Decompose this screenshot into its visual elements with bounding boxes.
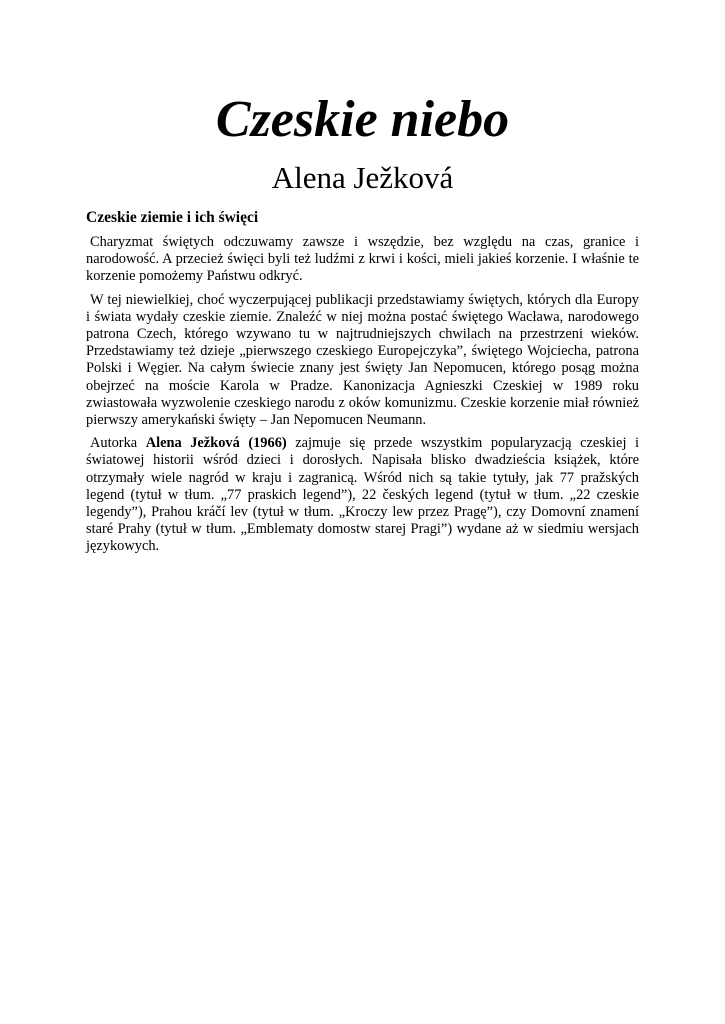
author-bio-name: Alena Ježková (1966) xyxy=(145,435,287,452)
paragraph-intro: Charyzmat świętych odczuwamy zawsze i wszędzie, bez względu na czas, granice i narodowość. A przecież święci byli też ludźmi z krwi i kości, mieli jakieś korzenie. I właśnie te korzenie pomożemy Państwu odkryć. xyxy=(86,234,639,285)
author-bio-lead: Autorka xyxy=(90,435,146,452)
document-body xyxy=(86,208,639,562)
paragraph-saints: W tej niewielkiej, choć wyczerpującej publikacji przedstawiamy świętych, których dla Europy i świata wydały czeskie ziemie. Znaleźć w niej można postać świętego Wacława, narodowego patrona Czech, którego wzywano tu w najtrudniejszych chwilach na przestrzeni wieków. Przedstawiamy też dzieje „pierwszego czeskiego Europejczyka”, świętego Wojciecha, patrona Polski i Węgier. Na całym świecie znany jest święty Jan Nepomucen, którego posąg można obejrzeć na moście Karola w Pradze. Kanonizacja Agnieszki Czeskiej w 1989 roku zwiastowała wyzwolenie czeskiego narodu z oków komunizmu. Czeskie korzenie miał również pierwszy amerykański święty – Jan Nepomucen Neumann. xyxy=(86,291,639,429)
author-name: Alena Ježková xyxy=(271,160,454,195)
paragraph-author-bio xyxy=(86,435,639,555)
document-title: Czeskie niebo xyxy=(215,91,510,148)
author-bio-text: zajmuje się przede wszystkim popularyzacją czeskiej i światowej historii wśród dzieci i dorosłych. Napisała blisko dwadzieścia książek, które otrzymały wiele nagród w kraju i zagranicą. Wśród nich są takie tytuły, jak 77 pražských legend (tytuł w tłum. „77 praskich legend”), 22 českých legend (tytuł w tłum. „22 czeskie legendy”), Prahou kráčí lev (tytuł w tłum. „Kroczy lew przez Pragę”), czy Domovní znamení staré Prahy (tytuł w tłum. „Emblematy domostw starej Pragi”) wydane aż w siedmiu wersjach językowych. xyxy=(86,435,639,555)
section-heading: Czeskie ziemie i ich święci xyxy=(86,209,259,226)
